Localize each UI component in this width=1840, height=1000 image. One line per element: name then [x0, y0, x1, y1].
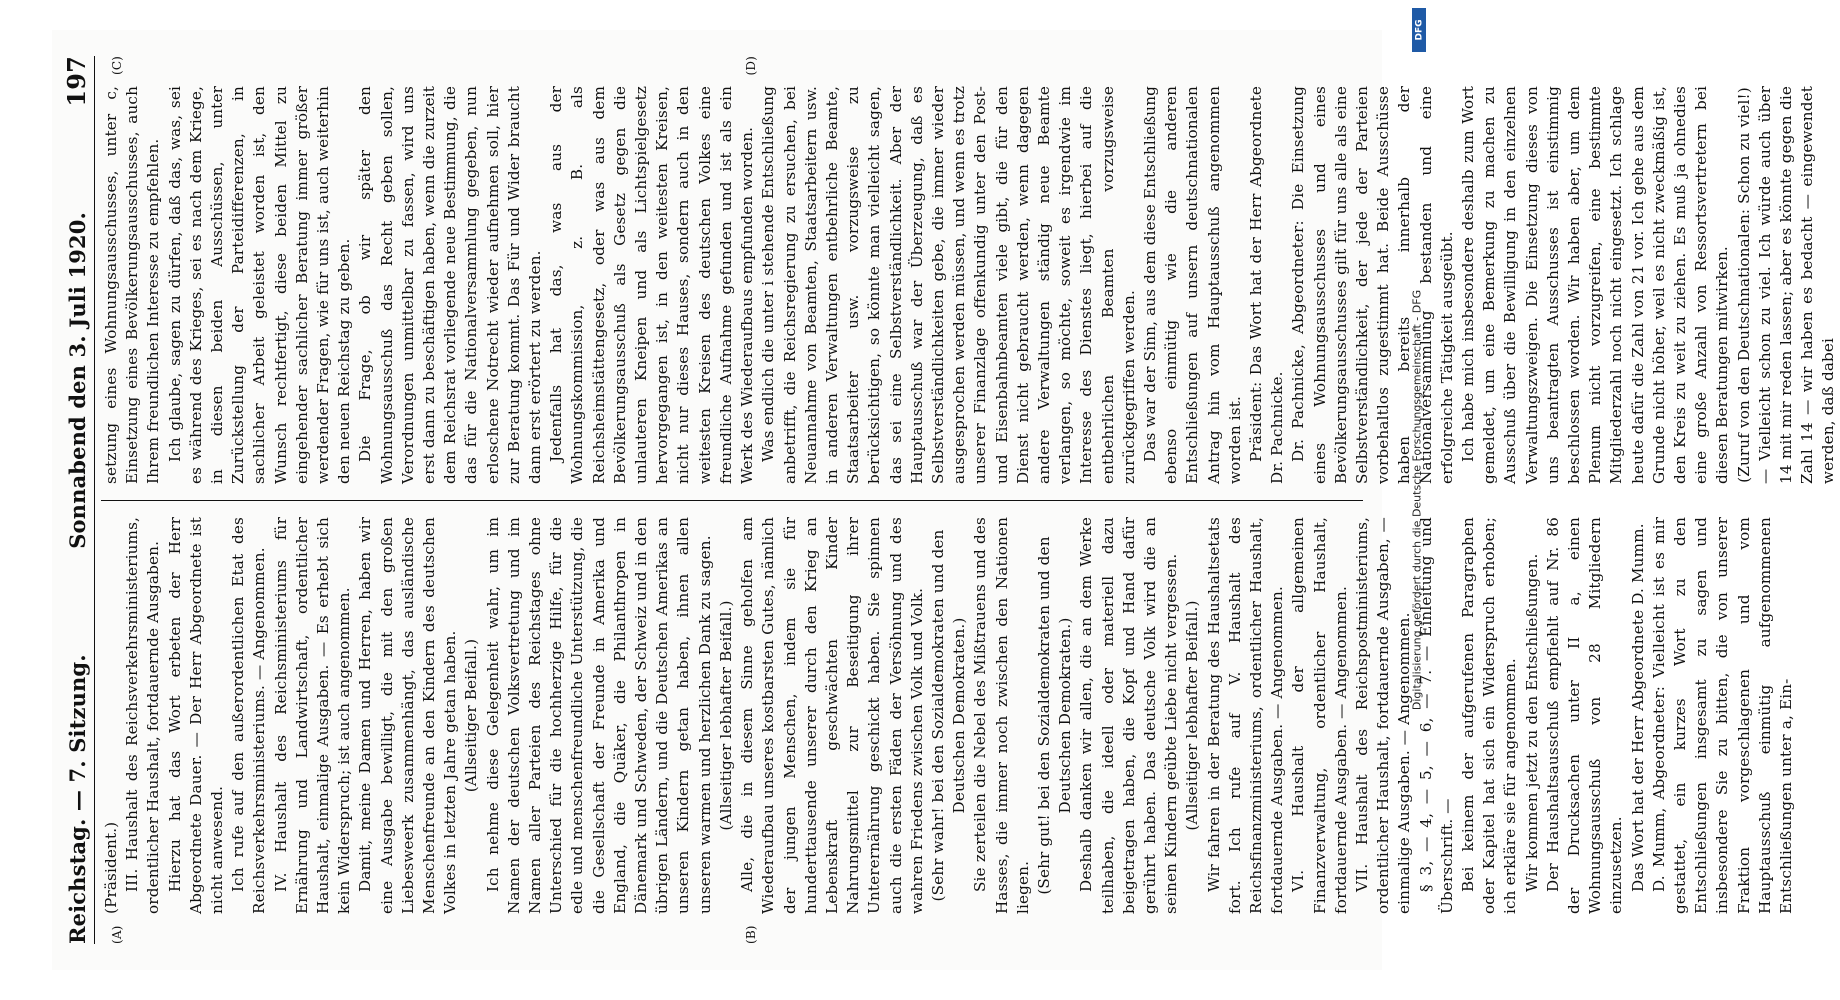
paragraph: VII. Haushalt des Reichspostministeriums, ordentlicher Haushalt, fortdauernde Ausgaben, — einmalige Ausgaben. — Angenommen.: [1352, 517, 1414, 914]
margin-mark-c: (C): [110, 56, 124, 75]
paragraph: Ich nehme diese Gelegenheit wahr, um im Namen der deutschen Volksvertretung und im Namen aller Parteien des Reichstages ohne Unterschied für die hochherzige Hilfe, für die edle und menschenfreundliche Unterstützung, die die Gesellschaft der Freunde in Amerika und England, die Quäker, die Philanthropen in Dänemark und Schweden, der Schweiz und in den übrigen Ländern, und die Deutschen Amerikas an unseren Kindern getan haben, ihnen allen unseren warmen und herzlichen Dank zu sagen.: [483, 517, 714, 914]
paragraph: Die Frage, ob wir später den Wohnungsausschuß das Recht geben sollen, Verordnungen unmittelbar zu fassen, wird uns erst dann zu beschäftigen haben, wenn die zurzeit dem Reichsrat vorliegende neue Bestimmung, die das für die Nationalversammlung gegeben, nun erloschene Notrecht wieder aufnehmen soll, hier zur Beratung kommt. Das Für und Wider braucht dann erst erörtert zu werden.: [356, 86, 545, 484]
dfg-logo: DFG: [1412, 8, 1426, 52]
header-center: Sonnabend den 3. Juli 1920.: [65, 212, 90, 549]
header-left: Reichstag. — 7. Sitzung.: [65, 654, 90, 944]
page-header: [62, 56, 95, 944]
digitization-credit: [1404, 0, 1430, 1000]
paragraph: Was endlich die unter i stehende Entschließung anbetrifft, die Reichsregierung zu ersuchen, bei Neuannahme von Beamten, Staatsarbeitern usw. in anderen Verwaltungen entbehrliche Beamte, Staatsarbeiter usw. vorzugsweise zu berücksichtigen, so könnte man vielleicht sagen, das sei eine Selbstverständlichkeit. Aber der Hauptausschuß war der Überzeugung, daß es Selbstverständlichkeiten gebe, die immer wieder ausgesprochen werden müssen, und wenn es trotz unserer Finanzlage offenkundig unter den Post- und Eisenbahnbeamten viele gibt, die für den Dienst nicht gebraucht werden, wenn dagegen andere Verwaltungen ständig neue Beamte verlangen, so möchte, soweit es irgendwie im Interesse des Dienstes liegt, hierbei auf die entbehrlichen Beamten vorzugsweise zurückgegriffen werden.: [759, 86, 1138, 484]
paragraph: Wir kommen jetzt zu den Entschließungen.: [1522, 553, 1541, 892]
paragraph: Wir fahren in der Beratung des Haushaltsetats fort. Ich rufe auf V. Haushalt des Reichsfinanzministeriums, ordentlicher Haushalt, fortdauernde Ausgaben. — Angenommen.: [1204, 517, 1287, 914]
paragraph: (Präsident.): [102, 821, 120, 914]
paragraph: VI. Haushalt der allgemeinen Finanzverwaltung, ordentlicher Haushalt, fortdauernde Ausgaben. — Angenommen.: [1289, 517, 1350, 914]
paragraph: Bei keinem der aufgerufenen Paragraphen oder Kapitel hat sich ein Widerspruch erhoben; ich erkläre sie für angenommen.: [1459, 517, 1520, 914]
paragraph: Ich habe mich insbesondere deshalb zum Wort gemeldet, um eine Bemerkung zu machen zu Ausschuß über die Bewilligung in den einzelnen Verwaltungszweigen. Die Einsetzung dieses von uns beantragten Ausschusses ist einstimmig beschlossen worden. Wir haben aber, um dem Plenum nicht vorzugreifen, eine bestimmte Mitgliederzahl noch nicht eingesetzt. Ich schlage heute dafür die Zahl von 21 vor. Ich gehe aus dem Grunde nicht höher, weil es nicht zweckmäßig ist, den Kreis zu weit zu ziehen. Es muß ja ohnedies eine große Anzahl von Ressortsvertretern bei diesen Beratungen mitwirken.: [1459, 86, 1732, 484]
paragraph: Sie zerteilen die Nebel des Mißtrauens und des Hasses, die immer noch zwischen den Nationen liegen.: [971, 517, 1032, 914]
left-column-text: [101, 517, 1797, 914]
paragraph: D. Mumm, Abgeordneter: Vielleicht ist es mir gestattet, ein kurzes Wort zu den Entschließungen insgesamt zu sagen und insbesondere Sie zu bitten, die von unserer Fraktion vorgeschlagenen und vom Hauptausschuß einmütig aufgenommenen Entschließungen unter a, Ein-: [1649, 517, 1796, 914]
paragraph: (Sehr gut! bei den Sozialdemokraten und den Deutschen Demokraten.): [1034, 536, 1075, 895]
paragraph: (Allseitiger lebhafter Beifall.): [716, 600, 735, 831]
paragraph: Jedenfalls hat das, was aus der Wohnungskommission, z. B. als Reichsheimstättengesetz, oder was aus dem Bevölkerungsausschuß als Gesetz gegen die unlauteren Kneipen und als Lichtspielgesetz hervorgegangen ist, in den weitesten Kreisen, nicht nur dieses Hauses, sondern auch in den weitesten Kreisen des deutschen Volkes eine freundliche Aufnahme gefunden und ist als ein Werk des Wiederaufbaus empfunden worden.: [547, 86, 757, 484]
paragraph: Alle, die in diesem Sinne geholfen am Wiederaufbau unseres kostbarsten Gutes, nämlich der jungen Menschen, indem sie für hunderttausende unserer durch den Krieg an Lebenskraft geschwächten Kinder Nahrungsmittel zur Beseitigung ihrer Unterernährung geschickt haben. Sie spinnen auch die ersten Fäden der Versöhnung und des wahren Friedens zwischen Volk und Volk.: [738, 517, 926, 914]
right-column-text: [101, 86, 1840, 484]
paragraph: Das war der Sinn, aus dem diese Entschließung ebenso einmütig wie die anderen Entschließungen auf unsern deutschnationalen Antrag hin vom Hauptausschuß angenommen worden ist.: [1140, 86, 1244, 484]
paragraph: (Allseitiger Beifall.): [462, 638, 481, 793]
paragraph: setzung eines Wohnungsausschusses, unter c, Einsetzung eines Bevölkerungsausschusses, auch Ihrem freundlichen Interesse zu empfehlen.: [102, 86, 163, 484]
margin-mark-b: (B): [744, 925, 758, 944]
paragraph: Deshalb danken wir allen, die an dem Werke teilhaben, die ideell oder materiell dazu beigetragen haben, die Kopf und Hand dafür gerührt haben. Das deutsche Volk wird die an seinen Kindern geübte Liebe nicht vergessen.: [1077, 517, 1181, 914]
margin-mark-a: (A): [110, 925, 124, 944]
paragraph: (Sehr wahr! bei den Sozialdemokraten und den Deutschen Demokraten.): [928, 529, 969, 902]
digitization-credit-text: Digitalisierung gefördert durch die Deutsche Forschungsgemeinschaft - DFG: [1410, 289, 1424, 711]
paragraph: — Vielleicht schon zu viel. Ich würde auch über 14 mit mir reden lassen; aber es könnte gegen die Zahl 14 — wir haben es bedacht — eingewendet werden, daß dabei: [1755, 86, 1838, 484]
page-number: 197: [62, 56, 91, 107]
paragraph: Der Haushaltsausschuß empfiehlt auf Nr. 86 der Drucksachen unter II a, einen Wohnungsausschuß von 28 Mitgliedern einzusetzen.: [1543, 517, 1626, 914]
margin-mark-d: (D): [744, 56, 758, 76]
paragraph: III. Haushalt des Reichsverkehrsministeriums, ordentlicher Haushalt, fortdauernde Ausgaben.: [123, 517, 163, 914]
paragraph: Ich glaube, sagen zu dürfen, daß das, was, sei es während des Krieges, sei es nach dem Kriege, in diesen beiden Ausschüssen, unter Zurückstellung der Parteidifferenzen, in sachlicher Arbeit geleistet worden ist, den Wunsch rechtfertigt, diese beiden Mittel zu eingehender sachlicher Beratung immer größer werdender Fragen, wie für uns ist, auch weiterhin den neuen Reichstag zu geben.: [165, 86, 354, 484]
paragraph: Das Wort hat der Herr Abgeordnete D. Mumm.: [1628, 523, 1647, 892]
paragraph: Damit, meine Damen und Herren, haben wir eine Ausgabe bewilligt, die mit den großen Liebesweerk zusammenhängt, das ausländische Menschenfreunde an den Kindern des deutschen Volkes in letzten Jahre getan haben.: [356, 517, 460, 914]
paragraph: § 3, — 4, — 5, — 6, — 7. — Einleitung und Überschrift. —: [1416, 517, 1456, 914]
paragraph: IV. Haushalt des Reichsministeriums für Ernährung und Landwirtschaft, ordentlicher Haushalt, einmalige Ausgaben. — Es erhebt sich kein Widerspruch; ist auch angenommen.: [271, 517, 354, 914]
paragraph: Dr. Pachnicke, Abgeordneter: Die Einsetzung eines Wohnungsausschusses und eines Bevölkerungsausschusses gilt für uns alle als eine Selbstverständlichkeit, der jede der Parteien vorbehaltlos zugestimmt hat. Beide Ausschüsse haben bereits innerhalb der Nationalversammlung bestanden und eine erfolgreiche Tätigkeit ausgeübt.: [1289, 86, 1456, 484]
paragraph: Präsident: Das Wort hat der Herr Abgeordnete Dr. Pachnicke.: [1246, 86, 1287, 484]
paragraph: (Zuruf von den Deutschnationalen: Schon zu viel!): [1734, 87, 1753, 483]
paragraph: Ich rufe auf den außerordentlichen Etat des Reichsverkehrsministeriums. — Angenommen.: [229, 517, 269, 914]
paragraph: (Allseitiger lebhafter Beifall.): [1183, 600, 1202, 831]
paragraph: Hierzu hat das Wort erbeten der Herr Abgeordnete Dauer. — Der Herr Abgeordnete ist nicht anwesend.: [165, 517, 227, 914]
